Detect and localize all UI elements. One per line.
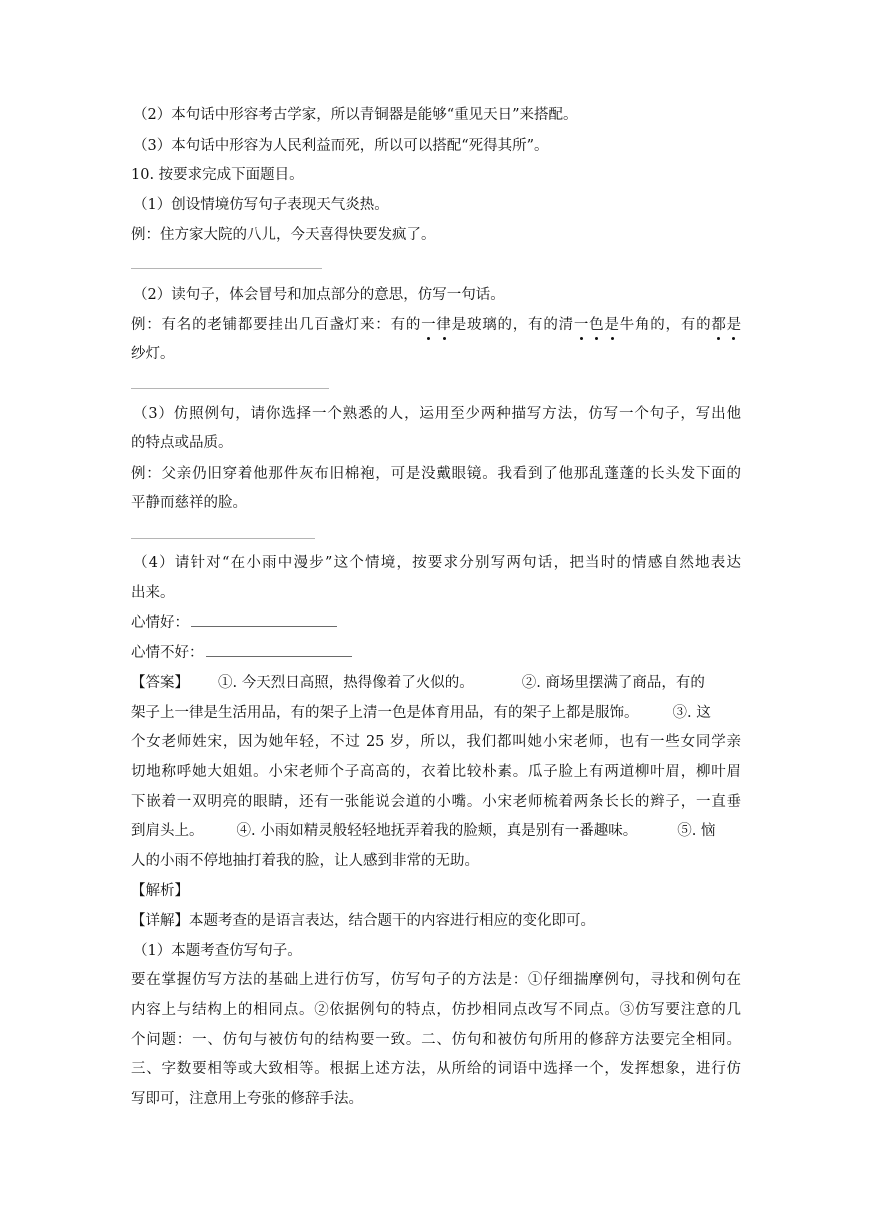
good-mood-blank bbox=[191, 626, 337, 627]
answer-tag: 【答案】 bbox=[131, 675, 189, 691]
detail-line-4: 内容上与结构上的相同点。②依据例句的特点，仿抄相同点改写不同点。③仿写要注意的几 bbox=[131, 1002, 741, 1018]
analysis-tag: 【解析】 bbox=[131, 883, 189, 899]
answer-text: 到肩头上。 bbox=[131, 823, 204, 839]
analysis-line-2: （2）本句话中形容考古学家，所以青铜器是能够“重见天日”来搭配。 bbox=[133, 107, 578, 123]
example-2 bbox=[131, 316, 741, 334]
answer-blank-1 bbox=[131, 268, 322, 269]
dotted-char: 一 bbox=[421, 317, 437, 333]
subquestion-3: （3）仿照例句，请你选择一个熟悉的人，运用至少两种描写方法，仿写一个句子，写出他 bbox=[133, 406, 741, 422]
detail-line-2: （1）本题考查仿写句子。 bbox=[133, 943, 302, 959]
answer-line-7: 人的小雨不停地抽打着我的脸，让人感到非常的无助。 bbox=[131, 853, 479, 869]
example-2-part: 牛角的，有的 bbox=[619, 317, 712, 333]
dotted-char: 是 bbox=[604, 317, 620, 333]
answer-line-4: 切地称呼她大姐姐。小宋老师个子高高的，衣着比较朴素。瓜子脸上有两道柳叶眉，柳叶眉 bbox=[131, 764, 741, 780]
answer-item-4: ④. 小雨如精灵般轻轻地抚弄着我的脸颊，真是别有一番趣味。 bbox=[236, 823, 638, 839]
answer-line-1 bbox=[131, 674, 741, 692]
example-3-cont: 平静而慈祥的脸。 bbox=[131, 495, 247, 511]
answer-line-5: 下嵌着一双明亮的眼睛，还有一张能说会道的小嘴。小宋老师梳着两条长长的辫子，一直垂 bbox=[131, 794, 741, 810]
good-mood-row bbox=[131, 614, 741, 632]
dotted-char: 色 bbox=[589, 317, 605, 333]
answer-line-6 bbox=[131, 822, 741, 840]
answer-line-3: 个女老师姓宋，因为她年轻，不过 25 岁，所以，我们都叫她小宋老师，也有一些女同学亲 bbox=[131, 734, 741, 750]
bad-mood-row bbox=[131, 644, 741, 662]
good-mood-label: 心情好： bbox=[131, 615, 189, 631]
answer-blank-2 bbox=[131, 388, 329, 389]
dotted-char: 是 bbox=[726, 317, 742, 333]
detail-line-7: 写即可，注意用上夸张的修辞手法。 bbox=[131, 1091, 363, 1107]
answer-blank-3 bbox=[131, 538, 315, 539]
question-10-title: 10. 按要求完成下面题目。 bbox=[131, 167, 304, 183]
example-1: 例：住方家大院的八儿，今天喜得快要发疯了。 bbox=[131, 227, 436, 243]
example-2-part: 清 bbox=[558, 317, 574, 333]
subquestion-4: （4）请针对“在小雨中漫步”这个情境，按要求分别写两句话，把当时的情感自然地表达 bbox=[133, 555, 741, 571]
example-3: 例：父亲仍旧穿着他那件灰布旧棉袍，可是没戴眼镜。我看到了他那乱蓬蓬的长头发下面的 bbox=[131, 466, 741, 482]
subquestion-3-cont: 的特点或品质。 bbox=[131, 435, 233, 451]
example-2-part: 玻璃的，有的 bbox=[466, 317, 559, 333]
detail-line-6: 三、字数要相等或大致相等。根据上述方法，从所给的词语中选择一个，发挥想象，进行仿 bbox=[131, 1061, 741, 1077]
detail-line-5: 个问题：一、仿句与被仿句的结构要一致。二、仿句和被仿句所用的修辞方法要完全相同。 bbox=[131, 1032, 741, 1048]
answer-line-2 bbox=[131, 704, 741, 722]
subquestion-1: （1）创设情境仿写句子表现天气炎热。 bbox=[133, 197, 389, 213]
analysis-line-3: （3）本句话中形容为人民利益而死，所以可以搭配“死得其所”。 bbox=[133, 138, 549, 154]
answer-item-2: ②. 商场里摆满了商品，有的 bbox=[521, 675, 705, 691]
dotted-char: 律 bbox=[436, 317, 452, 333]
answer-item-1: ①. 今天烈日高照，热得像着了火似的。 bbox=[218, 675, 474, 691]
bad-mood-label: 心情不好： bbox=[131, 645, 204, 661]
bad-mood-blank bbox=[206, 656, 352, 657]
subquestion-4-cont: 出来。 bbox=[131, 585, 175, 601]
example-2-cont: 纱灯。 bbox=[131, 346, 175, 362]
detail-line-1: 【详解】本题考查的是语言表达，结合题干的内容进行相应的变化即可。 bbox=[131, 913, 595, 929]
dotted-char: 一 bbox=[573, 317, 590, 333]
answer-text: 架子上一律是生活用品，有的架子上清一色是体育用品，有的架子上都是服饰。 bbox=[131, 705, 639, 721]
dotted-char: 都 bbox=[711, 317, 727, 333]
example-2-part: 例：有名的老铺都要挂出几百盏灯来：有的 bbox=[131, 317, 422, 333]
example-2-part: 是 bbox=[451, 317, 467, 333]
answer-item-3: ③. 这 bbox=[672, 705, 711, 721]
detail-line-3: 要在掌握仿写方法的基础上进行仿写，仿写句子的方法是：①仔细揣摩例句，寻找和例句在 bbox=[131, 972, 741, 988]
subquestion-2: （2）读句子，体会冒号和加点部分的意思，仿写一句话。 bbox=[133, 287, 505, 303]
answer-item-5: ⑤. 恼 bbox=[677, 823, 716, 839]
